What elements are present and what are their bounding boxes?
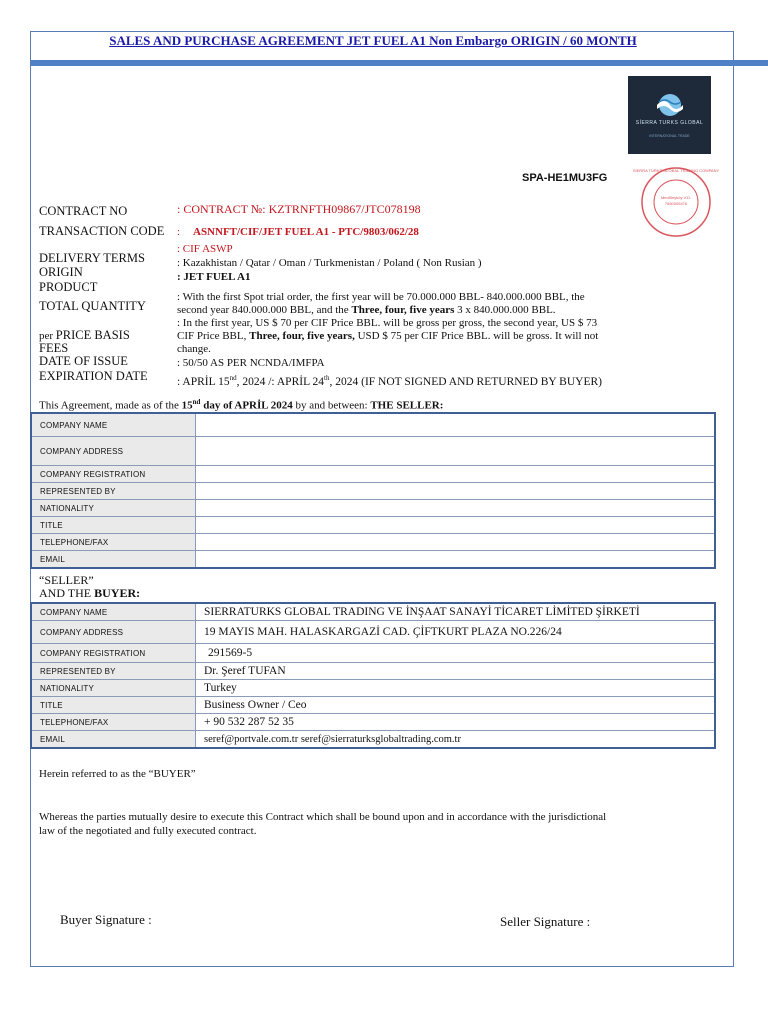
table-row [31, 534, 715, 551]
seller-label: COMPANY ADDRESS [31, 437, 196, 466]
seller-value-field[interactable] [196, 437, 716, 466]
table-row [31, 644, 715, 663]
table-row [31, 483, 715, 500]
whereas-line-2: law of the negotiated and fully executed contract. [39, 825, 257, 837]
buyer-referred-text: Herein referred to as the “BUYER” [39, 768, 196, 780]
seller-value-field[interactable] [196, 534, 716, 551]
buyer-signature-label: Buyer Signature : [60, 912, 152, 927]
buyer-value-field[interactable]: Dr. Şeref TUFAN [196, 663, 716, 680]
date-of-issue-label: DATE OF ISSUE [39, 354, 128, 368]
transaction-code-value: ASNNFT/CIF/JET FUEL A1 - PTC/9803/062/28 [193, 226, 419, 238]
seller-value-field[interactable] [196, 551, 716, 569]
seller-label: COMPANY REGISTRATION [31, 466, 196, 483]
product-value: : JET FUEL A1 [177, 271, 251, 283]
buyer-label: TITLE [31, 697, 196, 714]
seller-label: TITLE [31, 517, 196, 534]
buyer-label: COMPANY ADDRESS [31, 621, 196, 644]
svg-text:7650005476: 7650005476 [664, 201, 688, 206]
table-row [31, 551, 715, 569]
whereas-line-1: Whereas the parties mutually desire to execute this Contract which shall be bound upon and in accordance with the jurisdictional [39, 811, 607, 823]
total-quantity-line-2: second year 840.000.000 BBL, and the Three, four, five years 3 x 840.000.000 BBL. [177, 304, 556, 316]
buyer-value-field[interactable]: SIERRATURKS GLOBAL TRADING VE İNŞAAT SANAYİ TİCARET LİMİTED ŞİRKETİ [196, 603, 716, 621]
agreement-statement: This Agreement, made as of the 15nd day of APRİL 2024 by and between: THE SELLER: [39, 398, 444, 412]
document-title: SALES AND PURCHASE AGREEMENT JET FUEL A1 Non Embargo ORIGIN / 60 MONTH [109, 33, 637, 48]
seller-label: EMAIL [31, 551, 196, 569]
table-row [31, 603, 715, 621]
expiration-date-label: EXPIRATION DATE [39, 369, 148, 383]
logo-name: SİERRA TURKS GLOBAL [635, 119, 704, 126]
logo-subtitle: INTERNATIONAL TRADE [649, 133, 690, 138]
company-stamp [632, 166, 720, 238]
buyer-label: COMPANY REGISTRATION [31, 644, 196, 663]
price-basis-label: per PRICE BASIS [39, 328, 130, 342]
seller-label: NATIONALITY [31, 500, 196, 517]
buyer-label: REPRESENTED BY [31, 663, 196, 680]
seller-signature-label: Seller Signature : [500, 914, 591, 929]
delivery-terms-label: DELIVERY TERMS [39, 251, 145, 265]
seller-value-field[interactable] [196, 517, 716, 534]
seller-quote: “SELLER” [39, 573, 94, 587]
document-code: SPA-HE1MU3FG [522, 172, 608, 184]
expiration-date-value: : APRİL 15nd, 2024 /: APRİL 24th, 2024 (IF NOT SIGNED AND RETURNED BY BUYER) [177, 374, 602, 388]
origin-label: ORIGIN [39, 265, 83, 279]
buyer-value-field[interactable]: 19 MAYIS MAH. HALASKARGAZİ CAD. ÇİFTKURT PLAZA NO.226/24 [196, 621, 716, 644]
header-divider [31, 60, 768, 66]
seller-label: REPRESENTED BY [31, 483, 196, 500]
delivery-terms-value: : CIF ASWP [177, 243, 233, 255]
buyer-value-field[interactable]: 291569-5 [196, 644, 716, 663]
transaction-code-label: TRANSACTION CODE [39, 224, 165, 238]
wave-logo-icon [653, 93, 687, 117]
buyer-table [30, 602, 716, 749]
fees-label: FEES [39, 341, 69, 355]
price-line-1: : In the first year, US $ 70 per CIF Price BBL. will be gross per gross, the second year, US $ 73 [177, 317, 598, 329]
table-row [31, 621, 715, 644]
seller-value-field[interactable] [196, 500, 716, 517]
seller-value-field[interactable] [196, 483, 716, 500]
company-logo [628, 76, 711, 154]
transaction-code-colon: : [177, 226, 181, 238]
table-row [31, 714, 715, 731]
table-row [31, 500, 715, 517]
svg-text:SİERRA TURKS GLOBAL TRADING CO: SİERRA TURKS GLOBAL TRADING COMPANY [632, 168, 720, 173]
fees-value: : 50/50 AS PER NCNDA/IMFPA [177, 357, 325, 369]
seller-table [30, 412, 716, 569]
table-row [31, 680, 715, 697]
buyer-value-field[interactable]: seref@portvale.com.tr seref@sierraturksglobaltrading.com.tr [196, 731, 716, 749]
and-the-buyer: AND THE BUYER: [39, 586, 141, 600]
table-row [31, 697, 715, 714]
table-row [31, 413, 715, 437]
seller-label: TELEPHONE/FAX [31, 534, 196, 551]
table-row [31, 437, 715, 466]
buyer-label: COMPANY NAME [31, 603, 196, 621]
buyer-label: TELEPHONE/FAX [31, 714, 196, 731]
buyer-value-field[interactable]: + 90 532 287 52 35 [196, 714, 716, 731]
product-label: PRODUCT [39, 280, 98, 294]
buyer-label: EMAIL [31, 731, 196, 749]
origin-value: : Kazakhistan / Qatar / Oman / Turkmenistan / Poland ( Non Rusian ) [177, 257, 482, 269]
buyer-label: NATIONALITY [31, 680, 196, 697]
seller-value-field[interactable] [196, 466, 716, 483]
buyer-value-field[interactable]: Business Owner / Ceo [196, 697, 716, 714]
table-row [31, 731, 715, 749]
contract-no-value: : CONTRACT №: KZTRNFTH09867/JTC078198 [177, 202, 421, 216]
total-quantity-label: TOTAL QUANTITY [39, 299, 146, 313]
table-row [31, 663, 715, 680]
seller-label: COMPANY NAME [31, 413, 196, 437]
table-row [31, 466, 715, 483]
total-quantity-line-1: : With the first Spot trial order, the first year will be 70.000.000 BBL- 840.000.000 BBL, the [177, 291, 585, 303]
svg-text:MeciBeyköy V.D.: MeciBeyköy V.D. [660, 195, 692, 200]
table-row [31, 517, 715, 534]
price-line-2: CIF Price BBL, Three, four, five years, USD $ 75 per CIF Price BBL. will be gross. It will not [177, 330, 599, 342]
seller-value-field[interactable] [196, 413, 716, 437]
buyer-value-field[interactable]: Turkey [196, 680, 716, 697]
contract-no-label: CONTRACT NO [39, 204, 128, 218]
price-line-3: change. [177, 343, 211, 355]
